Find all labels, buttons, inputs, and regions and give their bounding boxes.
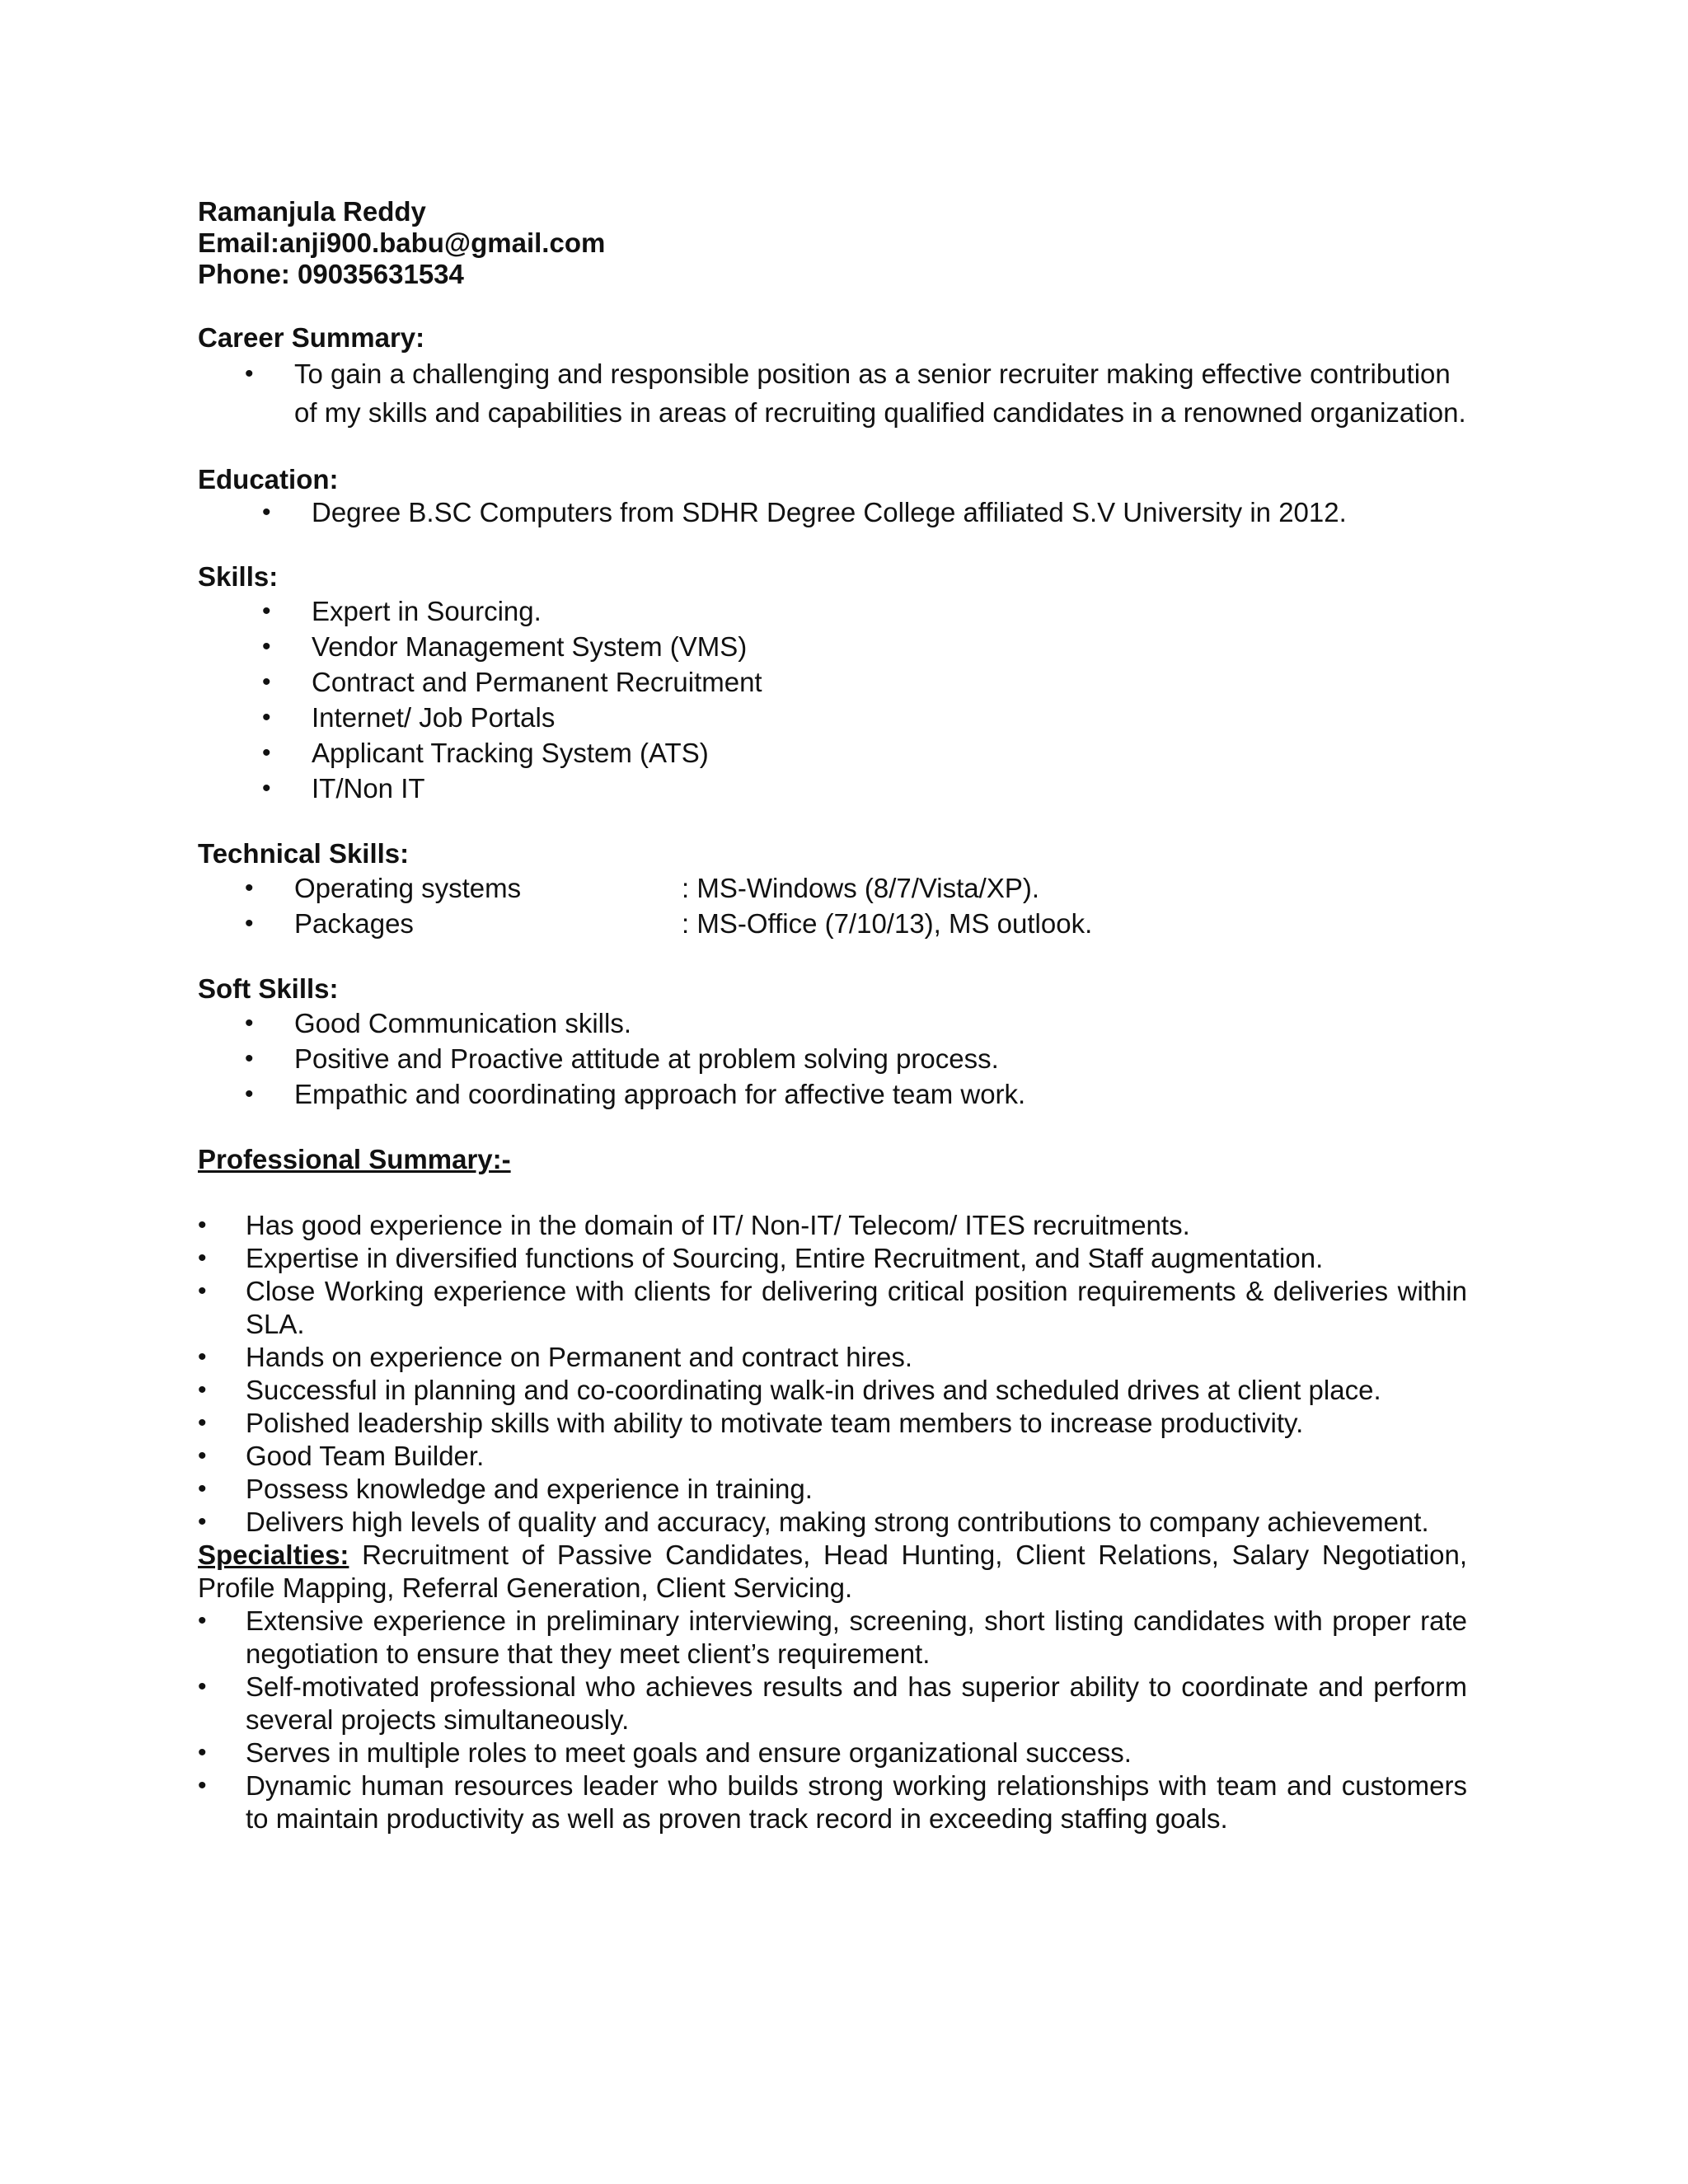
skills-title: Skills:: [198, 561, 279, 592]
bullet-icon: •: [198, 1409, 207, 1436]
bullet-icon: •: [262, 499, 271, 526]
bullet-icon: •: [198, 1442, 207, 1469]
bullet-icon: •: [262, 598, 271, 625]
skills-list: [198, 593, 1467, 806]
bullet-icon: •: [198, 1607, 207, 1634]
bullet-icon: •: [198, 1277, 207, 1305]
phone-line: Phone: 09035631534: [198, 259, 464, 289]
career-summary-title: Career Summary:: [198, 322, 425, 353]
list-item: • Self-motivated professional who achieves results and has superior ability to coordinate and perform several projects simultaneously.: [198, 1671, 1467, 1735]
list-item: • Contract and Permanent Recruitment: [198, 664, 1467, 700]
bullet-icon: •: [198, 1475, 207, 1502]
list-item: • Applicant Tracking System (ATS): [198, 735, 1467, 771]
bullet-icon: •: [245, 1080, 254, 1108]
bullet-icon: •: [245, 360, 254, 387]
specialties-paragraph: [198, 1539, 1467, 1605]
list-item: • Serves in multiple roles to meet goals and ensure organizational success.: [198, 1737, 1132, 1768]
career-summary-list: [198, 354, 1467, 432]
list-item: • Hands on experience on Permanent and contract hires.: [198, 1342, 912, 1372]
bullet-icon: •: [245, 910, 254, 937]
education-title: Education:: [198, 464, 339, 494]
bullet-icon: •: [245, 1045, 254, 1072]
list-item: • Polished leadership skills with ability to motivate team members to increase productivity.: [198, 1408, 1304, 1438]
bullet-icon: •: [262, 739, 271, 766]
professional-summary-list: [198, 1209, 1467, 1539]
email-line: Email:anji900.babu@gmail.com: [198, 227, 606, 258]
list-item: • Has good experience in the domain of IT/ Non-IT/ Telecom/ ITES recruitments.: [198, 1210, 1190, 1240]
header: [198, 196, 1467, 290]
bullet-icon: •: [198, 1376, 207, 1404]
list-item: • Successful in planning and co-coordinating walk-in drives and scheduled drives at client place.: [198, 1375, 1381, 1405]
bullet-icon: •: [198, 1739, 207, 1766]
bullet-icon: •: [262, 668, 271, 696]
bullet-icon: •: [198, 1244, 207, 1272]
specialties-text: Recruitment of Passive Candidates, Head Hunting, Client Relations, Salary Negotiation, Profile Mapping, Referral Generation, Client Servicing.: [198, 1540, 1467, 1603]
technical-skills-title: Technical Skills:: [198, 838, 410, 869]
list-item: • Good Team Builder.: [198, 1441, 485, 1471]
list-item: • Extensive experience in preliminary interviewing, screening, short listing candidates with proper rate negotiation to ensure that they meet client’s requirement.: [198, 1605, 1467, 1669]
professional-summary-more-list: [198, 1605, 1467, 1835]
list-item: • Empathic and coordinating approach for affective team work.: [198, 1076, 1467, 1112]
list-item: • To gain a challenging and responsible position as a senior recruiter making effective contribution of my skills and capabilities in areas of recruiting qualified candidates in a renowned organization.: [198, 354, 1467, 432]
list-item: • Close Working experience with clients for delivering critical position requirements & deliveries within SLA.: [198, 1276, 1467, 1339]
bullet-icon: •: [262, 704, 271, 731]
list-item: • Vendor Management System (VMS): [198, 629, 1467, 664]
list-item: • Expert in Sourcing.: [198, 593, 1467, 629]
list-item: • Degree B.SC Computers from SDHR Degree College affiliated S.V University in 2012.: [262, 497, 1347, 527]
education-list: [198, 496, 1467, 529]
list-item: • Dynamic human resources leader who builds strong working relationships with team and customers to maintain productivity as well as proven track record in exceeding staffing goals.: [198, 1770, 1467, 1834]
list-item: • Expertise in diversified functions of Sourcing, Entire Recruitment, and Staff augmentation.: [198, 1243, 1324, 1273]
soft-skills-list: [198, 1005, 1467, 1112]
list-item: • Packages : MS-Office (7/10/13), MS outlook.: [198, 906, 1467, 941]
soft-skills-title: Soft Skills:: [198, 973, 339, 1004]
bullet-icon: •: [198, 1772, 207, 1799]
list-item: • Positive and Proactive attitude at problem solving process.: [198, 1041, 1467, 1076]
bullet-icon: •: [262, 775, 271, 802]
list-item: • Operating systems : MS-Windows (8/7/Vista/XP).: [198, 870, 1467, 906]
bullet-icon: •: [198, 1508, 207, 1535]
specialties-label: Specialties:: [198, 1540, 349, 1570]
bullet-icon: •: [245, 874, 254, 902]
technical-skills-list: [198, 870, 1467, 941]
resume-content: [198, 196, 1467, 1835]
bullet-icon: •: [198, 1212, 207, 1239]
list-item: • Possess knowledge and experience in training.: [198, 1474, 813, 1504]
bullet-icon: •: [198, 1343, 207, 1371]
list-item: • IT/Non IT: [198, 771, 1467, 806]
list-item: • Good Communication skills.: [198, 1005, 1467, 1041]
bullet-icon: •: [245, 1010, 254, 1037]
list-item: • Delivers high levels of quality and accuracy, making strong contributions to company achievement.: [198, 1507, 1429, 1537]
bullet-icon: •: [198, 1673, 207, 1700]
candidate-name: Ramanjula Reddy: [198, 196, 426, 227]
professional-summary-title: Professional Summary:-: [198, 1144, 511, 1174]
bullet-icon: •: [262, 633, 271, 660]
list-item: • Internet/ Job Portals: [198, 700, 1467, 735]
